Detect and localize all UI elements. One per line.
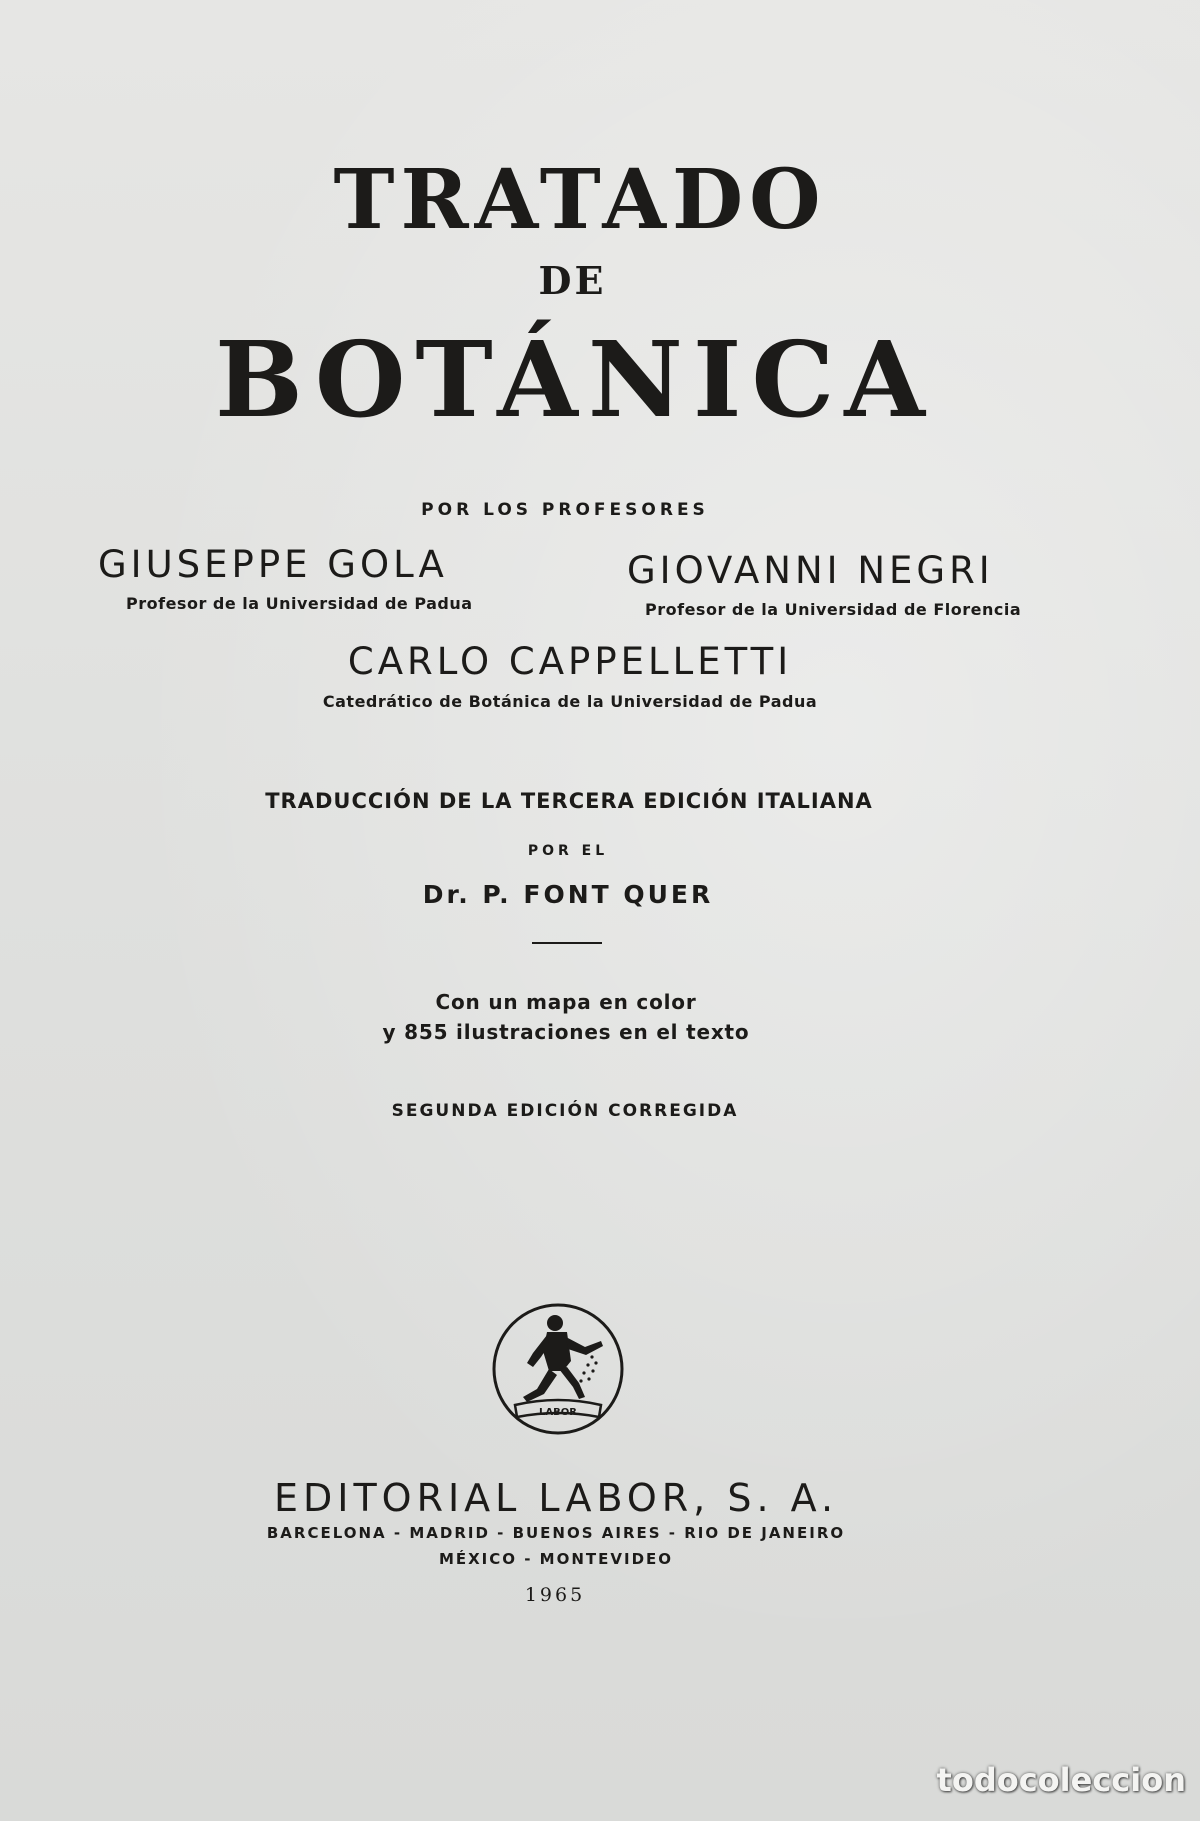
watermark-text: todocoleccion [936, 1761, 1186, 1799]
illustrations-line-1: Con un mapa en color [435, 990, 697, 1014]
author-name-gola: GIUSEPPE GOLA [98, 543, 448, 586]
divider-rule [532, 942, 602, 944]
author-role-negri: Profesor de la Universidad de Florencia [645, 600, 1022, 619]
book-title-line-3: BOTÁNICA [215, 318, 935, 441]
labor-sower-emblem-icon [489, 1301, 627, 1437]
translator-intro: POR EL [527, 843, 609, 859]
translator-name: Dr. P. FONT QUER [422, 880, 714, 909]
author-name-negri: GIOVANNI NEGRI [627, 549, 994, 592]
edition-note: SEGUNDA EDICIÓN CORREGIDA [391, 1101, 739, 1121]
translation-note: TRADUCCIÓN DE LA TERCERA EDICIÓN ITALIANA [265, 789, 873, 813]
author-role-gola: Profesor de la Universidad de Padua [126, 594, 473, 613]
publisher-cities-line-1: BARCELONA - MADRID - BUENOS AIRES - RIO DE JANEIRO [266, 1524, 846, 1542]
book-title-line-2: DE [538, 258, 607, 303]
publication-year: 1965 [524, 1584, 586, 1606]
authors-intro: POR LOS PROFESORES [421, 500, 709, 520]
publisher-cities-line-2: MÉXICO - MONTEVIDEO [438, 1550, 674, 1568]
logo-text: LABOR [539, 1407, 577, 1418]
book-title-line-1: TRATADO [333, 152, 827, 248]
illustrations-line-2: y 855 ilustraciones en el texto [382, 1020, 750, 1044]
author-name-cappelletti: CARLO CAPPELLETTI [347, 640, 793, 683]
publisher-name: EDITORIAL LABOR, S. A. [273, 1476, 839, 1520]
author-role-cappelletti: Catedrático de Botánica de la Universidad de Padua [322, 692, 818, 711]
